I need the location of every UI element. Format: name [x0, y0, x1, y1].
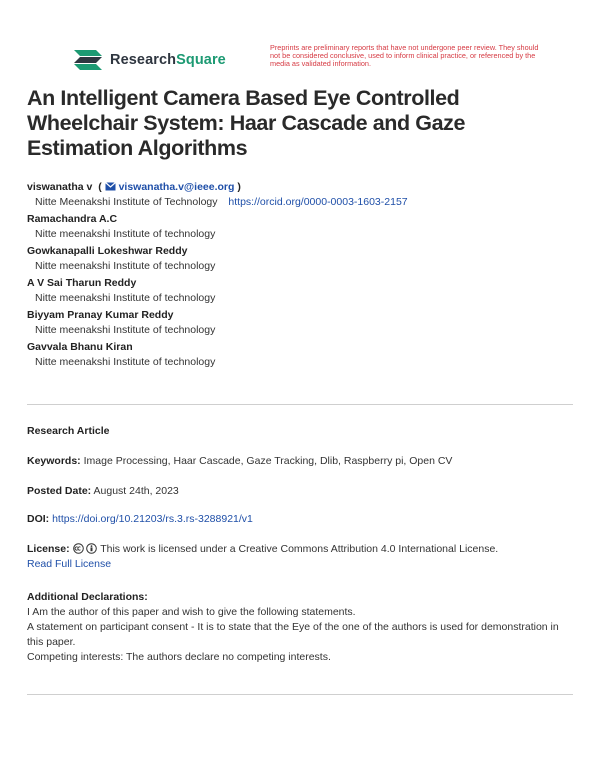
- posted-date-row: [27, 484, 577, 499]
- author-item: [27, 180, 577, 212]
- research-square-logo[interactable]: [74, 48, 226, 72]
- author-item: [27, 308, 577, 340]
- logo-word-square: Square: [176, 52, 226, 68]
- author-name: A V Sai Tharun Reddy: [27, 277, 137, 289]
- author-affiliation: Nitte Meenakshi Institute of Technology: [35, 196, 218, 208]
- author-list: [27, 180, 577, 372]
- read-full-license-link[interactable]: Read Full License: [27, 558, 112, 570]
- author-name: Ramachandra A.C: [27, 213, 118, 225]
- doi-link[interactable]: https://doi.org/10.21203/rs.3.rs-3288921/v1: [52, 513, 253, 525]
- author-affiliation: Nitte meenakshi Institute of technology: [35, 260, 216, 272]
- paper-title: An Intelligent Camera Based Eye Controlled Wheelchair System: Haar Cascade and Gaze Estimation Algorithms: [27, 86, 466, 160]
- author-affiliation: Nitte meenakshi Institute of technology: [35, 356, 216, 368]
- keywords-label: Keywords:: [27, 455, 81, 467]
- logo-wordmark: [110, 52, 226, 68]
- author-item: [27, 244, 577, 276]
- license-label: License:: [27, 543, 70, 555]
- research-square-logo-icon: [74, 48, 102, 72]
- posted-date-value: August 24th, 2023: [93, 485, 179, 497]
- declaration-line: I Am the author of this paper and wish to give the following statements.: [27, 606, 356, 618]
- doi-label: DOI:: [27, 513, 50, 525]
- article-type-label: Research Article: [27, 425, 110, 437]
- email-paren-close: ): [237, 181, 241, 193]
- author-affiliation: Nitte meenakshi Institute of technology: [35, 228, 216, 240]
- attribution-icon: [86, 543, 97, 554]
- author-name-row: [27, 180, 577, 194]
- keywords-value: Image Processing, Haar Cascade, Gaze Tracking, Dlib, Raspberry pi, Open CV: [83, 455, 453, 467]
- license-text: This work is licensed under a Creative Commons Attribution 4.0 International License.: [100, 543, 499, 555]
- creative-commons-icon: [73, 543, 84, 554]
- logo-word-research: Research: [110, 52, 177, 68]
- keywords-row: [27, 454, 577, 469]
- section-divider-top: [27, 404, 573, 405]
- declaration-line: Competing interests: The authors declare no competing interests.: [27, 651, 331, 663]
- email-paren-open: (: [95, 181, 102, 193]
- mail-icon: [105, 182, 116, 191]
- declarations-heading: Additional Declarations:: [27, 591, 148, 603]
- author-item: [27, 276, 577, 308]
- author-name: viswanatha v: [27, 181, 93, 193]
- author-name: Biyyam Pranay Kumar Reddy: [27, 309, 174, 321]
- author-affiliation: Nitte meenakshi Institute of technology: [35, 292, 216, 304]
- preprint-disclaimer: Preprints are preliminary reports that have not undergone peer review. They should not be considered conclusive, used to inform clinical practice, or referenced by the media as validated information.: [270, 43, 539, 69]
- license-row: [27, 542, 577, 572]
- author-name: Gavvala Bhanu Kiran: [27, 341, 133, 353]
- posted-date-label: Posted Date:: [27, 485, 92, 497]
- orcid-link[interactable]: https://orcid.org/0000-0003-1603-2157: [228, 196, 408, 208]
- doi-row: [27, 512, 577, 527]
- section-divider-bottom: [27, 694, 573, 695]
- declaration-line: A statement on participant consent - It is to state that the Eye of the one of the authors is used for demonstration in this paper.: [27, 621, 559, 648]
- author-affiliation-row: [27, 194, 577, 212]
- author-email-link[interactable]: viswanatha.v@ieee.org: [118, 181, 235, 193]
- author-name: Gowkanapalli Lokeshwar Reddy: [27, 245, 188, 257]
- article-type: [27, 424, 577, 439]
- author-item: [27, 340, 577, 372]
- author-item: [27, 212, 577, 244]
- page-header: [74, 44, 544, 78]
- author-affiliation: Nitte meenakshi Institute of technology: [35, 324, 216, 336]
- additional-declarations: [27, 590, 577, 665]
